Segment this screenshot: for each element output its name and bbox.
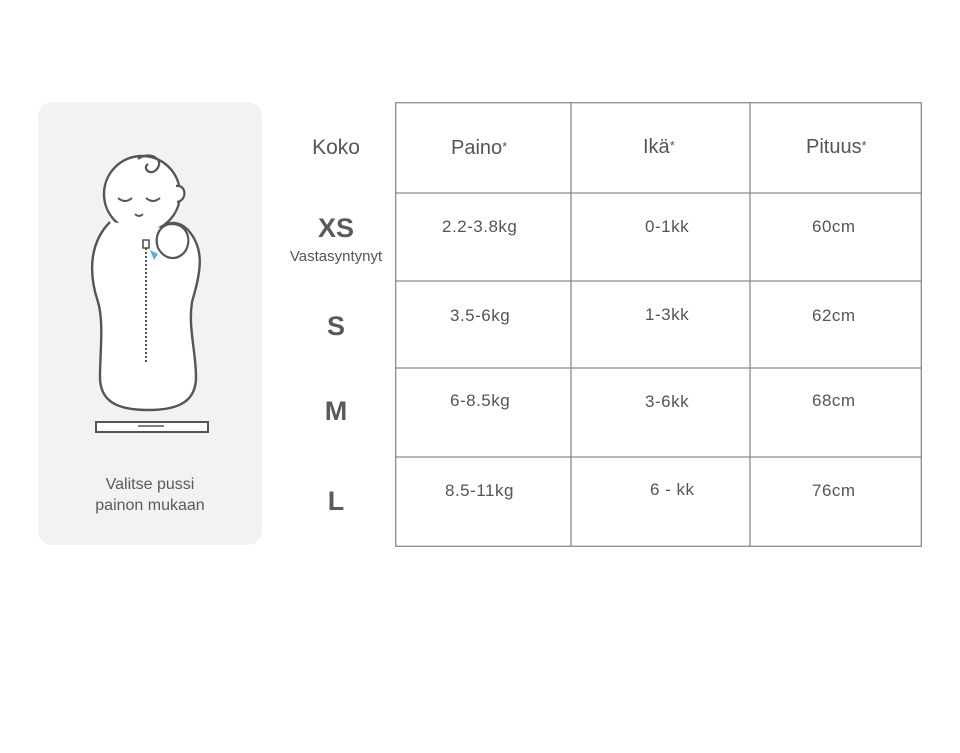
size-sublabel-xs: Vastasyntynyt <box>289 248 383 265</box>
column-header-ika <box>643 136 675 159</box>
size-label-s: S <box>326 311 345 341</box>
cell-s-length: 62cm <box>812 306 856 325</box>
size-label-m: M <box>324 396 348 426</box>
card-caption-line2: painon mukaan <box>95 497 205 514</box>
baby-swaddle-icon <box>88 152 218 442</box>
column-header-ika-marker: * <box>669 138 675 153</box>
column-header-paino-label: Paino <box>451 137 503 159</box>
column-header-paino <box>451 137 507 160</box>
cell-xs-length: 60cm <box>812 217 856 236</box>
column-header-pituus-label: Pituus <box>806 136 862 158</box>
column-header-ika-label: Ikä <box>643 136 670 158</box>
cell-s-weight: 3.5-6kg <box>450 306 511 325</box>
cell-l-weight: 8.5-11kg <box>445 481 514 500</box>
cell-l-length: 76cm <box>812 481 856 500</box>
size-label-xs: XS <box>317 213 355 243</box>
size-column-header: Koko <box>312 136 360 159</box>
size-label-l: L <box>327 486 345 516</box>
cell-xs-age: 0-1kk <box>645 217 690 236</box>
column-header-paino-marker: * <box>502 139 508 154</box>
cell-s-age: 1-3kk <box>645 305 690 324</box>
size-guide-card <box>38 102 262 545</box>
cell-xs-weight: 2.2-3.8kg <box>442 217 518 236</box>
card-caption-line1: Valitse pussi <box>105 476 195 493</box>
cell-m-age: 3-6kk <box>645 392 690 411</box>
cell-m-weight: 6-8.5kg <box>450 391 511 410</box>
cell-m-length: 68cm <box>812 391 856 410</box>
cell-l-age: 6 - kk <box>650 480 695 499</box>
column-header-pituus-marker: * <box>861 138 867 153</box>
column-header-pituus <box>806 136 867 159</box>
